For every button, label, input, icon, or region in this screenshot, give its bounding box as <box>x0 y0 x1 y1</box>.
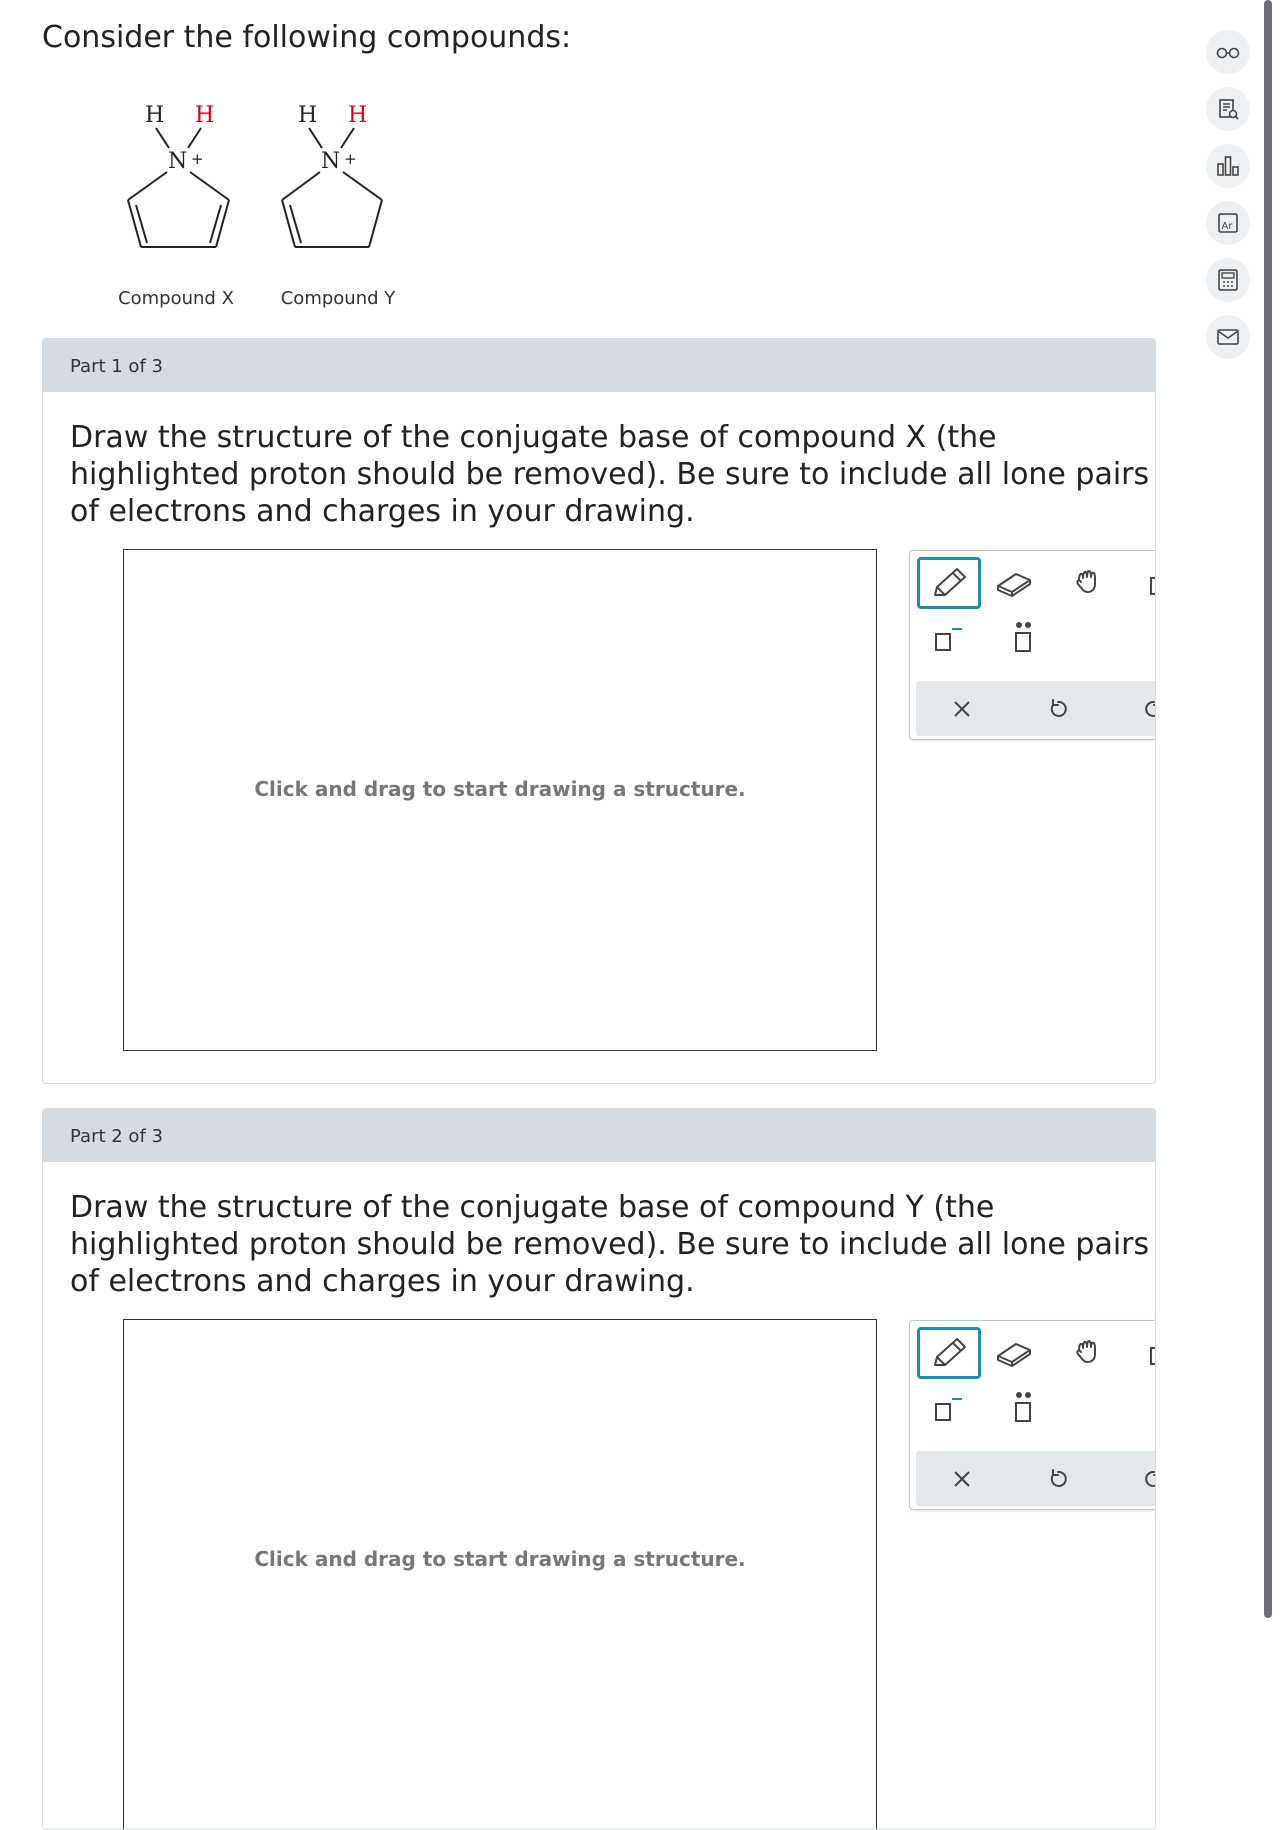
compound-y-h-highlighted: H <box>348 103 368 128</box>
compound-x-structure <box>106 92 246 272</box>
compound-x-label: Compound X <box>118 288 234 309</box>
part-2-panel <box>42 1108 1156 1830</box>
part-1-panel <box>42 338 1156 1084</box>
pencil-icon <box>927 1335 971 1371</box>
glasses-icon <box>1215 45 1241 59</box>
calculator-icon <box>1216 268 1240 292</box>
chart-button[interactable] <box>1206 144 1250 188</box>
compound-x-h-left: H <box>145 103 165 128</box>
clear-icon <box>951 698 973 720</box>
compound-y-nitrogen: N <box>321 149 341 174</box>
positive-charge-icon <box>1145 568 1156 598</box>
lone-pair-icon <box>1008 1389 1038 1425</box>
redo-icon <box>1142 1467 1156 1491</box>
eraser-icon <box>994 568 1034 598</box>
part-2-toolbox <box>909 1320 1156 1510</box>
hand-icon <box>1073 566 1107 596</box>
part-1-toolbox <box>909 550 1156 740</box>
periodic-table-icon <box>1216 211 1240 235</box>
part-2-action-row <box>916 1451 1156 1506</box>
mail-icon <box>1216 327 1240 347</box>
negative-charge-tool-button[interactable] <box>928 1389 968 1429</box>
periodic-table-label: Ar <box>1221 221 1233 232</box>
lone-pair-icon <box>1008 619 1038 655</box>
pencil-tool-button[interactable] <box>917 557 981 609</box>
intro-text: Consider the following compounds: <box>42 20 572 55</box>
positive-charge-tool-button[interactable] <box>1138 563 1156 603</box>
compound-x-charge: + <box>191 150 204 168</box>
lone-pair-tool-button[interactable] <box>1003 1385 1043 1429</box>
hand-tool-button[interactable] <box>1070 561 1110 601</box>
redo-icon <box>1142 697 1156 721</box>
redo-button[interactable] <box>1134 1459 1156 1499</box>
hand-tool-button[interactable] <box>1070 1331 1110 1371</box>
compound-y-structure <box>268 92 408 272</box>
part-2-drawing-canvas[interactable] <box>123 1319 877 1830</box>
page-scrollbar[interactable] <box>1264 0 1272 1618</box>
compound-y <box>268 92 408 309</box>
undo-icon <box>1046 1467 1070 1491</box>
calculator-button[interactable] <box>1206 258 1250 302</box>
redo-button[interactable] <box>1134 689 1156 729</box>
compound-y-h-left: H <box>298 103 318 128</box>
lone-pair-tool-button[interactable] <box>1003 615 1043 659</box>
eraser-icon <box>994 1338 1034 1368</box>
glasses-button[interactable] <box>1206 30 1250 74</box>
part-1-canvas-hint: Click and drag to start drawing a structure. <box>254 777 746 801</box>
part-1-header: Part 1 of 3 <box>43 339 1155 392</box>
part-1-drawing-canvas[interactable] <box>123 549 877 1051</box>
negative-charge-icon <box>930 1394 966 1424</box>
part-1-action-row <box>916 681 1156 736</box>
reference-button[interactable] <box>1206 87 1250 131</box>
negative-charge-tool-button[interactable] <box>928 619 968 659</box>
undo-button[interactable] <box>1038 689 1078 729</box>
undo-button[interactable] <box>1038 1459 1078 1499</box>
periodic-table-button[interactable] <box>1206 201 1250 245</box>
positive-charge-tool-button[interactable] <box>1138 1333 1156 1373</box>
reference-icon <box>1216 97 1240 121</box>
positive-charge-icon <box>1145 1338 1156 1368</box>
compound-x-nitrogen: N <box>168 149 188 174</box>
hand-icon <box>1073 1336 1107 1366</box>
pencil-tool-button[interactable] <box>917 1327 981 1379</box>
compound-x <box>106 92 246 309</box>
chart-icon <box>1215 154 1241 178</box>
undo-icon <box>1046 697 1070 721</box>
eraser-tool-button[interactable] <box>992 563 1036 603</box>
clear-button[interactable] <box>942 1459 982 1499</box>
compound-y-charge: + <box>344 150 357 168</box>
compound-x-h-highlighted: H <box>195 103 215 128</box>
part-2-header: Part 2 of 3 <box>43 1109 1155 1162</box>
clear-icon <box>951 1468 973 1490</box>
mail-button[interactable] <box>1206 315 1250 359</box>
eraser-tool-button[interactable] <box>992 1333 1036 1373</box>
pencil-icon <box>927 565 971 601</box>
compound-y-label: Compound Y <box>280 288 396 309</box>
part-2-canvas-hint: Click and drag to start drawing a structure. <box>254 1547 746 1571</box>
part-1-prompt: Draw the structure of the conjugate base of compound X (the highlighted proton should be removed). Be sure to include all lone pairs of electrons and charges in your drawing. <box>70 420 1150 529</box>
negative-charge-icon <box>930 624 966 654</box>
clear-button[interactable] <box>942 689 982 729</box>
part-2-prompt: Draw the structure of the conjugate base of compound Y (the highlighted proton should be removed). Be sure to include all lone pairs of electrons and charges in your drawing. <box>70 1190 1150 1299</box>
